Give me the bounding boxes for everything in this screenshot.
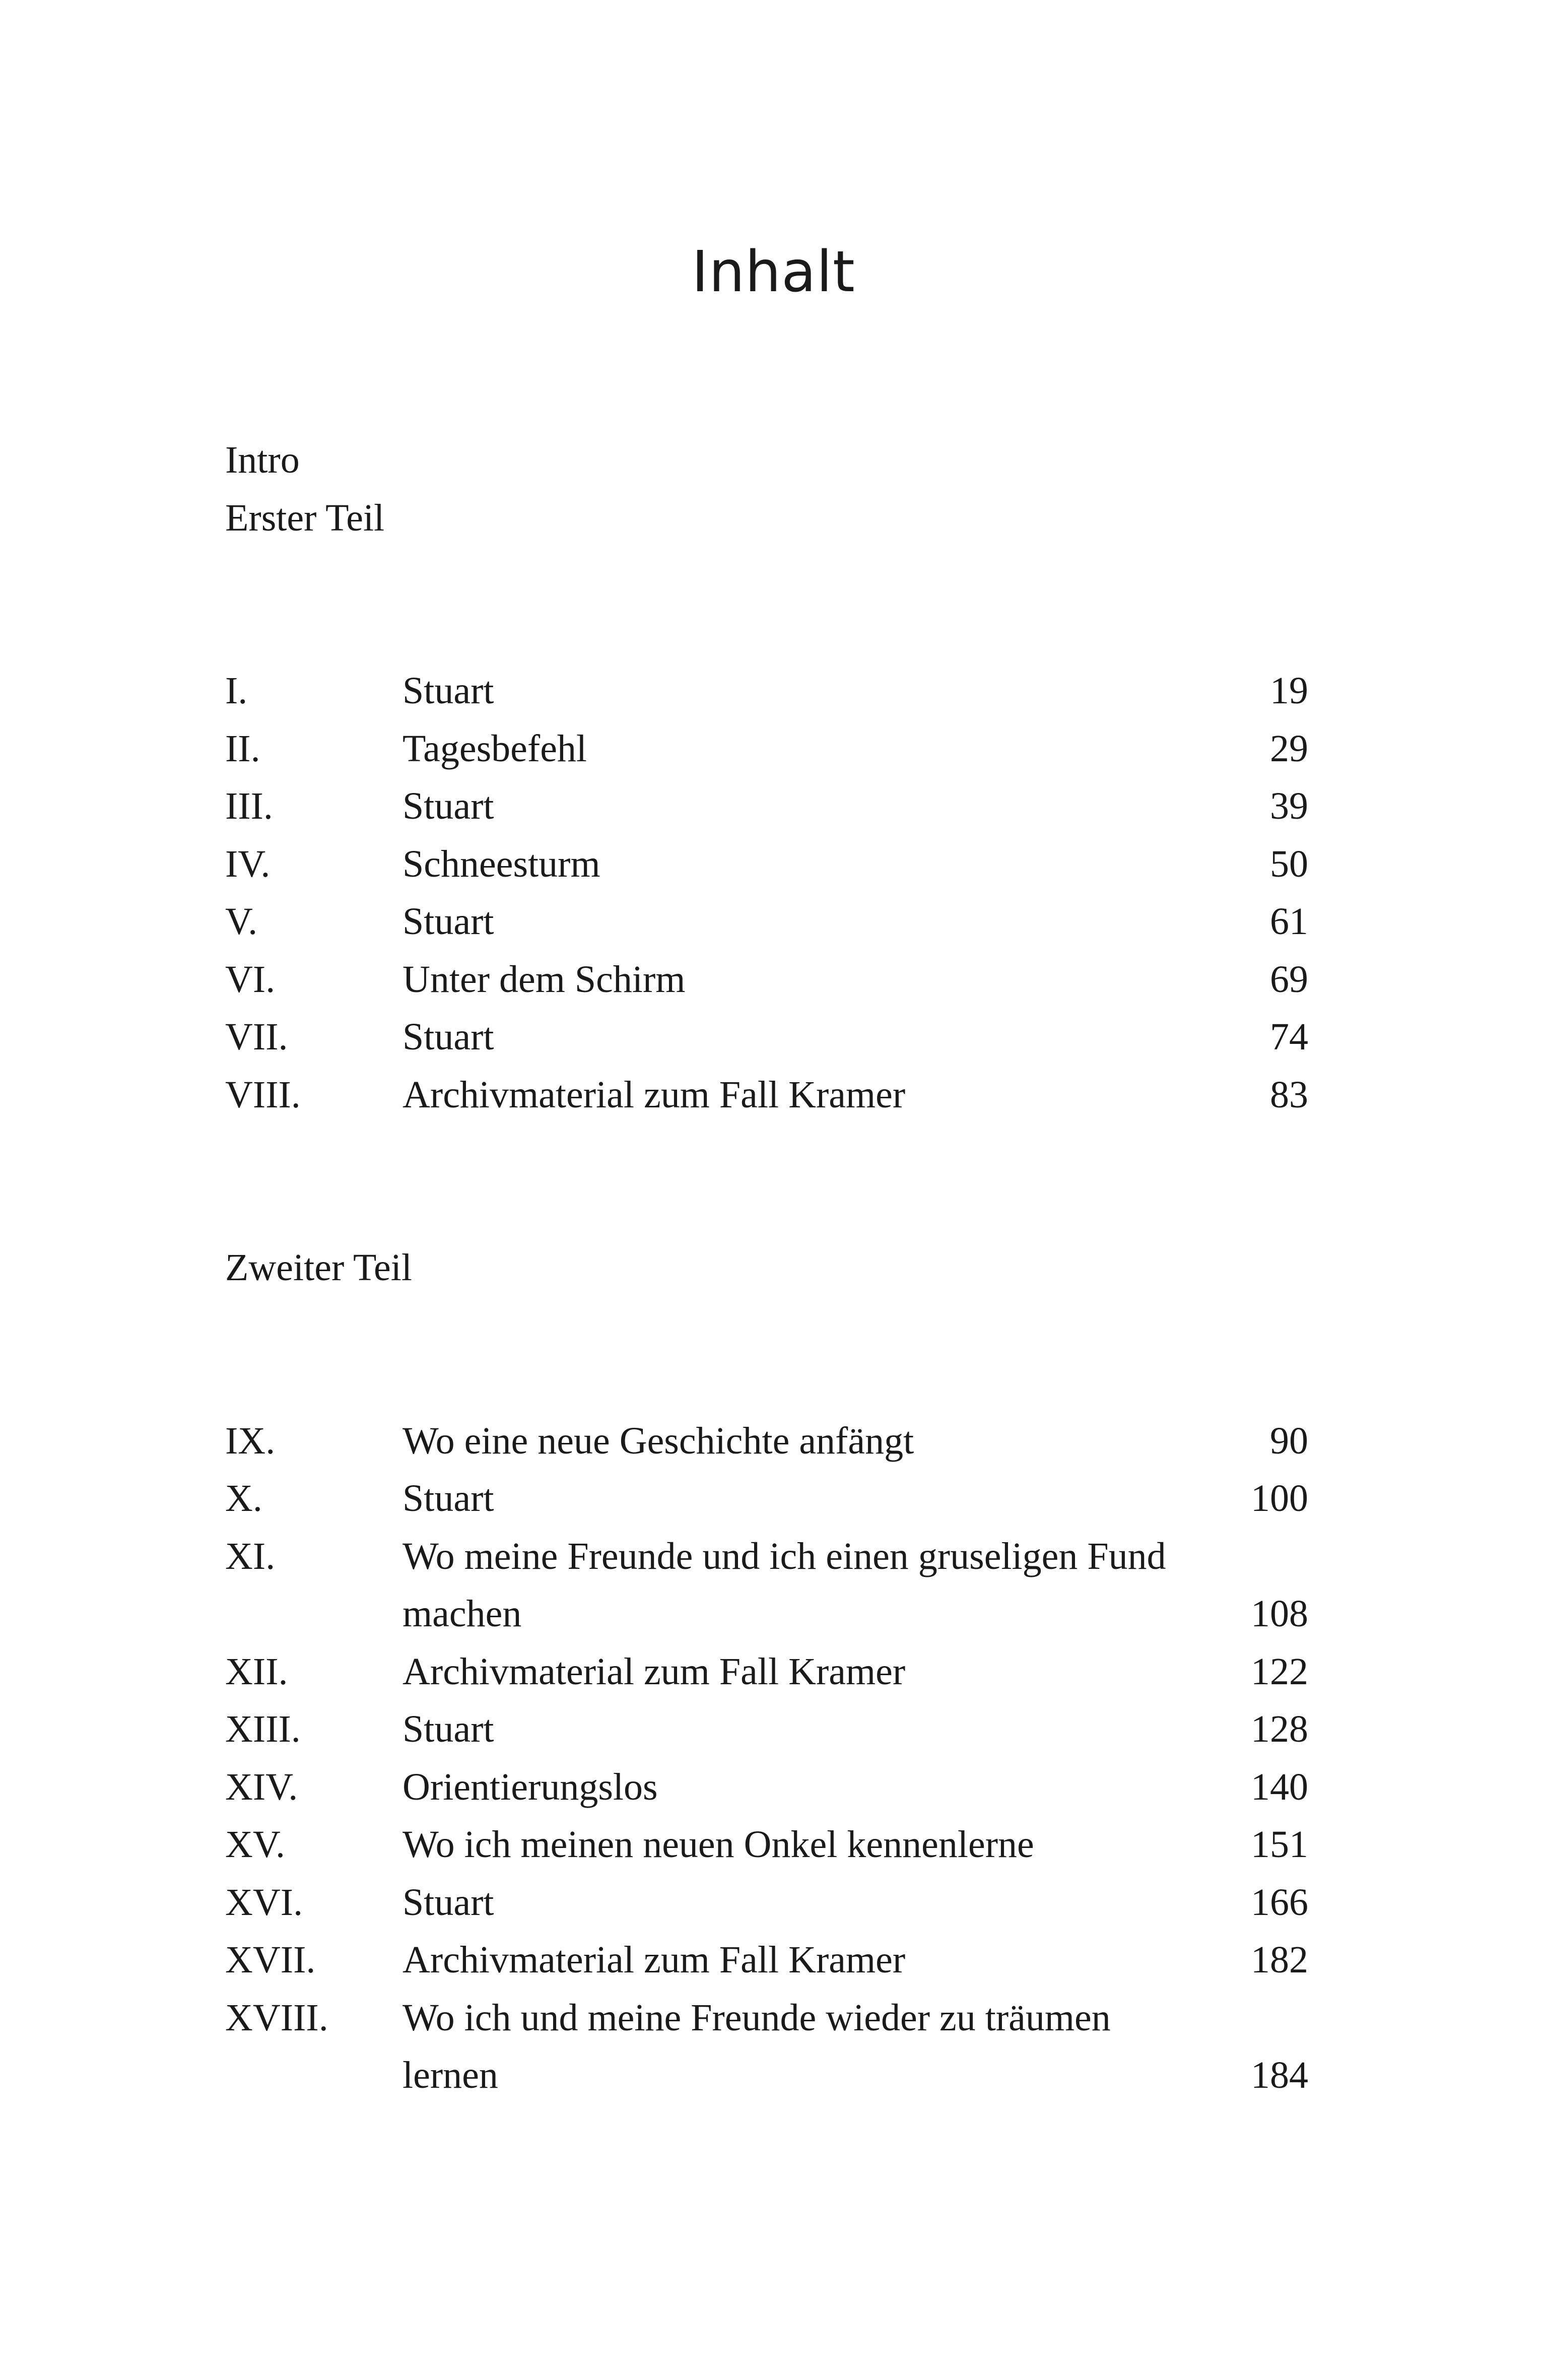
chapter-page-number: 122 xyxy=(1251,1650,1308,1693)
toc-chapter-row xyxy=(225,1643,1308,1701)
toc-chapter-row xyxy=(225,1470,1308,1528)
table-of-contents xyxy=(225,431,1308,2104)
chapter-title: Stuart xyxy=(402,1477,494,1519)
chapter-number: XIV. xyxy=(225,1765,298,1808)
chapter-number: XVI. xyxy=(225,1881,303,1924)
toc-chapter-row xyxy=(225,1528,1308,1643)
chapter-title: Unter dem Schirm xyxy=(402,958,686,1001)
toc-chapter-row xyxy=(225,1008,1308,1066)
chapter-title: Wo meine Freunde und ich einen gruseligen Fund machen xyxy=(402,1535,1166,1635)
toc-chapter-row xyxy=(225,662,1308,720)
toc-chapter-row xyxy=(225,951,1308,1009)
chapter-page-number: 83 xyxy=(1270,1073,1308,1116)
chapter-page-number: 61 xyxy=(1270,900,1308,943)
chapter-title: Stuart xyxy=(402,900,494,943)
toc-chapter-row xyxy=(225,893,1308,951)
toc-entry-intro: Intro xyxy=(225,439,300,481)
toc-chapter-row xyxy=(225,835,1308,893)
page-title: Inhalt xyxy=(692,239,855,305)
chapter-number: III. xyxy=(225,785,273,827)
chapter-title: Archivmaterial zum Fall Kramer xyxy=(402,1073,906,1116)
chapter-title: Schneesturm xyxy=(402,842,600,885)
chapter-number: IX. xyxy=(225,1419,276,1462)
chapter-number: XIII. xyxy=(225,1708,301,1750)
toc-chapter-row xyxy=(225,1874,1308,1932)
toc-chapter-row xyxy=(225,720,1308,778)
chapter-number: VI. xyxy=(225,958,276,1001)
chapter-page-number: 29 xyxy=(1270,727,1308,770)
chapter-page-number: 100 xyxy=(1251,1477,1308,1519)
chapter-list-part-1 xyxy=(225,662,1308,1123)
chapter-page-number: 166 xyxy=(1251,1881,1308,1924)
toc-chapter-row xyxy=(225,1700,1308,1758)
chapter-page-number: 50 xyxy=(1270,842,1308,885)
toc-chapter-row xyxy=(225,1816,1308,1874)
spacer xyxy=(225,1297,1308,1412)
part-heading-second: Zweiter Teil xyxy=(225,1246,413,1289)
chapter-title: Stuart xyxy=(402,1016,494,1058)
chapter-page-number: 90 xyxy=(1270,1419,1308,1462)
chapter-title: Stuart xyxy=(402,1881,494,1924)
chapter-title: Wo eine neue Geschichte anfängt xyxy=(402,1419,914,1462)
chapter-page-number: 182 xyxy=(1251,1939,1308,1981)
chapter-number: V. xyxy=(225,900,258,943)
toc-chapter-row xyxy=(225,777,1308,835)
chapter-title: Orientierungslos xyxy=(402,1765,658,1808)
toc-chapter-row xyxy=(225,1989,1308,2104)
chapter-page-number: 140 xyxy=(1251,1765,1308,1808)
chapter-number: XVIII. xyxy=(225,1996,328,2039)
chapter-number: XII. xyxy=(225,1650,288,1693)
chapter-number: X. xyxy=(225,1477,262,1519)
chapter-title: Stuart xyxy=(402,785,494,827)
chapter-title: Archivmaterial zum Fall Kramer xyxy=(402,1650,906,1693)
chapter-number: XVII. xyxy=(225,1939,316,1981)
toc-chapter-row xyxy=(225,1931,1308,1989)
chapter-number: II. xyxy=(225,727,260,770)
chapter-page-number: 39 xyxy=(1270,785,1308,827)
chapter-page-number: 151 xyxy=(1251,1823,1308,1866)
chapter-number: VII. xyxy=(225,1016,288,1058)
part-heading-first: Erster Teil xyxy=(225,496,385,539)
toc-chapter-row xyxy=(225,1758,1308,1816)
chapter-number: XI. xyxy=(225,1535,276,1577)
chapter-title: Wo ich meinen neuen Onkel kennenlerne xyxy=(402,1823,1034,1866)
chapter-page-number: 19 xyxy=(1270,670,1308,712)
chapter-title: Wo ich und meine Freunde wieder zu träumen lernen xyxy=(402,1996,1111,2096)
chapter-title: Stuart xyxy=(402,670,494,712)
chapter-number: IV. xyxy=(225,842,271,885)
spacer xyxy=(225,1123,1308,1239)
chapter-title: Stuart xyxy=(402,1708,494,1750)
chapter-page-number: 74 xyxy=(1270,1016,1308,1058)
chapter-page-number: 69 xyxy=(1270,958,1308,1001)
chapter-number: VIII. xyxy=(225,1073,301,1116)
spacer xyxy=(225,547,1308,662)
toc-chapter-row xyxy=(225,1412,1308,1470)
chapter-page-number: 184 xyxy=(1251,2054,1308,2096)
chapter-list-part-2 xyxy=(225,1412,1308,2104)
chapter-title: Archivmaterial zum Fall Kramer xyxy=(402,1939,906,1981)
chapter-page-number: 128 xyxy=(1251,1708,1308,1750)
chapter-number: XV. xyxy=(225,1823,285,1866)
toc-chapter-row xyxy=(225,1066,1308,1124)
chapter-number: I. xyxy=(225,670,248,712)
chapter-title: Tagesbefehl xyxy=(402,727,587,770)
chapter-page-number: 108 xyxy=(1251,1593,1308,1635)
